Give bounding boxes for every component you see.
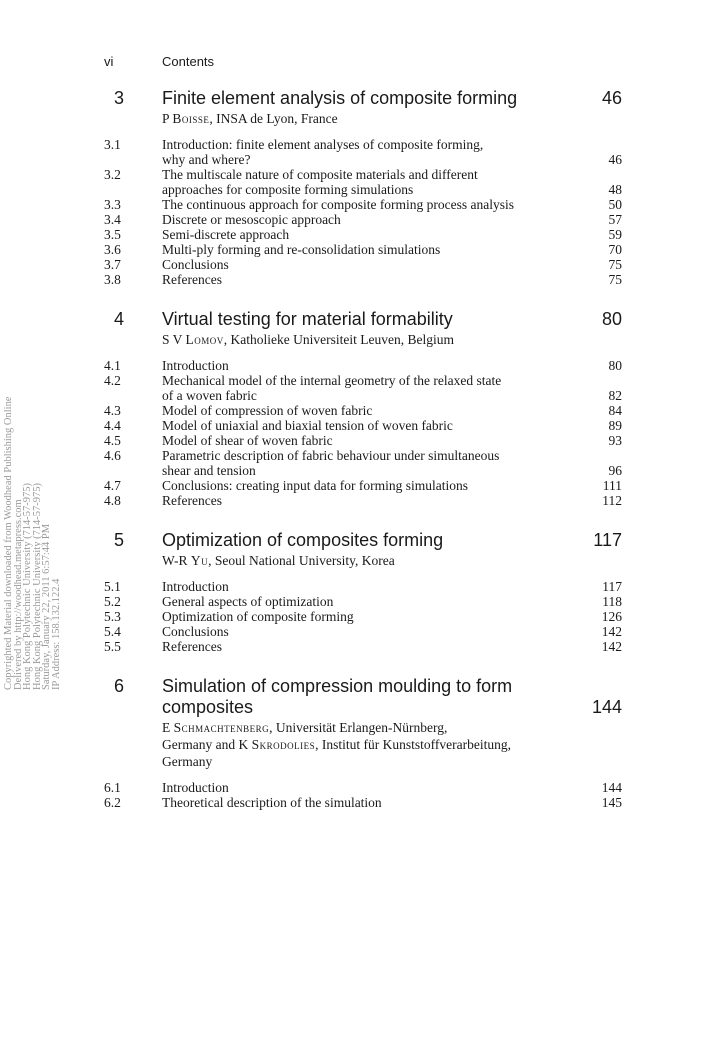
section-title-line: Discrete or mesoscopic approach — [162, 212, 341, 227]
chapter-authors — [162, 552, 622, 569]
author-text: , Seoul National University, Korea — [208, 553, 395, 568]
section-title-line: approaches for composite forming simulations — [162, 182, 414, 197]
toc-entry — [104, 197, 622, 212]
chapter-page-number: 46 — [601, 88, 622, 108]
toc-entry — [104, 609, 622, 624]
chapter-heading — [104, 309, 622, 330]
author-text: E — [162, 720, 174, 735]
section-number: 4.2 — [104, 373, 121, 388]
watermark-line: Copyrighted Material downloaded from Woodhead Publishing Online — [3, 396, 14, 690]
section-title-line: Conclusions — [162, 624, 229, 639]
page-number: vi — [104, 54, 114, 69]
section-number: 3.6 — [104, 242, 121, 257]
chapter-title-line: composites — [162, 697, 254, 717]
author-text: , INSA de Lyon, France — [209, 111, 338, 126]
section-page-number: 59 — [608, 227, 622, 242]
section-number: 6.2 — [104, 795, 121, 810]
section-title — [162, 579, 582, 594]
section-title-line: The multiscale nature of composite materials and different — [162, 167, 478, 182]
section-number: 4.1 — [104, 358, 121, 373]
chapter-page-number: 117 — [593, 530, 622, 550]
author-line — [162, 753, 622, 770]
section-title — [162, 594, 582, 609]
section-page-number: 126 — [601, 609, 622, 624]
section-title — [162, 242, 582, 257]
section-title — [162, 197, 582, 212]
chapter-title — [162, 88, 582, 109]
chapter-title — [162, 530, 582, 551]
section-title-line: Introduction: finite element analyses of composite forming, — [162, 137, 484, 152]
section-title — [162, 403, 582, 418]
toc-entry — [104, 448, 622, 478]
chapter-heading — [104, 530, 622, 551]
section-title — [162, 795, 582, 810]
section-title — [162, 624, 582, 639]
copyright-watermark — [4, 330, 114, 690]
chapter-number: 4 — [114, 309, 125, 329]
chapter-heading — [104, 88, 622, 109]
section-page-number: 142 — [601, 639, 622, 654]
section-page-number: 48 — [608, 182, 622, 197]
chapter-page-number: 144 — [591, 697, 622, 717]
section-number: 5.2 — [104, 594, 121, 609]
toc-entry — [104, 624, 622, 639]
section-title — [162, 780, 582, 795]
chapter-title — [162, 676, 582, 718]
section-list — [104, 137, 622, 287]
chapter-title — [162, 309, 582, 330]
section-number: 3.5 — [104, 227, 121, 242]
author-text: , Universität Erlangen-Nürnberg, — [269, 720, 448, 735]
section-title — [162, 358, 582, 373]
toc-entry — [104, 167, 622, 197]
section-title — [162, 257, 582, 272]
author-surname: Yu — [190, 553, 209, 568]
section-page-number: 145 — [601, 795, 622, 810]
section-page-number: 111 — [602, 478, 622, 493]
section-title — [162, 137, 582, 167]
section-page-number: 96 — [608, 463, 622, 478]
chapter-authors — [162, 331, 622, 348]
author-text: Germany and K — [162, 737, 252, 752]
section-number: 5.4 — [104, 624, 121, 639]
author-text: , Katholieke Universiteit Leuven, Belgium — [223, 332, 454, 347]
author-surname: Lomov — [185, 332, 224, 347]
toc-chapter — [104, 88, 622, 287]
chapter-number: 5 — [114, 530, 125, 550]
toc-entry — [104, 212, 622, 227]
chapter-title-line: Finite element analysis of composite forming — [162, 88, 518, 108]
toc-entry — [104, 227, 622, 242]
toc-chapter — [104, 676, 622, 810]
author-text: S V — [162, 332, 186, 347]
section-page-number: 144 — [601, 780, 622, 795]
section-number: 4.7 — [104, 478, 121, 493]
section-list — [104, 579, 622, 654]
section-title — [162, 639, 582, 654]
toc-entry — [104, 418, 622, 433]
toc-entry — [104, 358, 622, 373]
section-number: 4.4 — [104, 418, 121, 433]
section-title-line: Introduction — [162, 579, 229, 594]
section-page-number: 46 — [608, 152, 622, 167]
section-title-line: Model of compression of woven fabric — [162, 403, 373, 418]
section-page-number: 75 — [608, 272, 622, 287]
author-line — [162, 331, 622, 348]
author-line — [162, 719, 622, 736]
section-page-number: 142 — [601, 624, 622, 639]
section-number: 4.5 — [104, 433, 121, 448]
author-line — [162, 110, 622, 127]
section-list — [104, 780, 622, 810]
section-title — [162, 167, 582, 197]
section-title-line: Introduction — [162, 358, 229, 373]
section-title-line: of a woven fabric — [162, 388, 257, 403]
toc-entry — [104, 478, 622, 493]
section-number: 5.3 — [104, 609, 121, 624]
section-title-line: Model of uniaxial and biaxial tension of woven fabric — [162, 418, 453, 433]
section-number: 3.7 — [104, 257, 121, 272]
toc-entry — [104, 403, 622, 418]
section-title-line: Optimization of composite forming — [162, 609, 354, 624]
watermark-line: Saturday, January 22, 2011 6:57:44 PM — [41, 523, 53, 690]
author-surname: Skrodolies — [251, 737, 316, 752]
section-title — [162, 373, 582, 403]
toc-entry — [104, 639, 622, 654]
section-page-number: 117 — [602, 579, 622, 594]
running-head-title: Contents — [162, 54, 215, 69]
section-page-number: 89 — [608, 418, 622, 433]
section-title-line: The continuous approach for composite forming process analysis — [162, 197, 515, 212]
section-title — [162, 272, 582, 287]
toc-entry — [104, 272, 622, 287]
section-page-number: 50 — [608, 197, 622, 212]
toc-entry — [104, 493, 622, 508]
toc-entry — [104, 594, 622, 609]
section-page-number: 70 — [608, 242, 622, 257]
section-number: 5.1 — [104, 579, 121, 594]
section-title-line: Introduction — [162, 780, 229, 795]
section-title-line: Model of shear of woven fabric — [162, 433, 333, 448]
section-page-number: 82 — [608, 388, 622, 403]
section-page-number: 75 — [608, 257, 622, 272]
chapter-title-line: Virtual testing for material formability — [162, 309, 453, 329]
section-page-number: 57 — [608, 212, 622, 227]
section-title-line: Theoretical description of the simulation — [162, 795, 382, 810]
author-text: P — [162, 111, 173, 126]
section-number: 4.8 — [104, 493, 121, 508]
author-text: Germany — [162, 754, 213, 769]
toc-entry — [104, 257, 622, 272]
toc-entry — [104, 373, 622, 403]
section-title-line: References — [162, 639, 222, 654]
author-line — [162, 552, 622, 569]
section-title — [162, 227, 582, 242]
section-title-line: Conclusions: creating input data for forming simulations — [162, 478, 468, 493]
section-title — [162, 433, 582, 448]
section-page-number: 93 — [608, 433, 622, 448]
section-title-line: why and where? — [162, 152, 251, 167]
section-page-number: 112 — [602, 493, 622, 508]
section-title-line: Conclusions — [162, 257, 229, 272]
section-page-number: 84 — [608, 403, 622, 418]
section-title-line: Mechanical model of the internal geometry of the relaxed state — [162, 373, 502, 388]
author-text: , Institut für Kunststoffverarbeitung, — [315, 737, 511, 752]
section-number: 3.4 — [104, 212, 121, 227]
section-number: 5.5 — [104, 639, 121, 654]
section-title-line: Multi-ply forming and re-consolidation simulations — [162, 242, 441, 257]
section-number: 6.1 — [104, 780, 121, 795]
section-title — [162, 609, 582, 624]
section-title-line: Parametric description of fabric behaviour under simultaneous — [162, 448, 500, 463]
section-page-number: 118 — [602, 594, 622, 609]
section-number: 3.1 — [104, 137, 121, 152]
chapter-number: 6 — [114, 676, 125, 696]
table-of-contents — [104, 88, 622, 810]
chapter-title-line: Simulation of compression moulding to form — [162, 676, 513, 696]
toc-chapter — [104, 530, 622, 654]
author-line — [162, 736, 622, 753]
watermark-line: IP Address: 158.132.122.4 — [50, 578, 62, 690]
section-number: 4.3 — [104, 403, 121, 418]
author-text: W-R — [162, 553, 191, 568]
section-page-number: 80 — [608, 358, 622, 373]
section-title — [162, 478, 582, 493]
chapter-heading — [104, 676, 622, 718]
section-title — [162, 212, 582, 227]
toc-entry — [104, 780, 622, 795]
toc-chapter — [104, 309, 622, 508]
chapter-authors — [162, 719, 622, 770]
author-surname: Boisse — [172, 111, 210, 126]
chapter-page-number: 80 — [601, 309, 622, 329]
section-number: 3.8 — [104, 272, 121, 287]
section-title-line: References — [162, 272, 222, 287]
section-title — [162, 448, 582, 478]
watermark-line: Hong Kong Polytechnic University (714-57-975) — [31, 482, 43, 690]
toc-entry — [104, 433, 622, 448]
section-title-line: References — [162, 493, 222, 508]
section-title — [162, 493, 582, 508]
watermark-line: Delivered by http://woodhead.metapress.com — [12, 499, 24, 690]
chapter-title-line: Optimization of composites forming — [162, 530, 444, 550]
toc-entry — [104, 242, 622, 257]
section-title-line: General aspects of optimization — [162, 594, 334, 609]
chapter-number: 3 — [114, 88, 125, 108]
section-list — [104, 358, 622, 508]
section-number: 4.6 — [104, 448, 121, 463]
chapter-authors — [162, 110, 622, 127]
toc-entry — [104, 795, 622, 810]
section-number: 3.3 — [104, 197, 121, 212]
section-title-line: Semi-discrete approach — [162, 227, 290, 242]
toc-entry — [104, 137, 622, 167]
section-title-line: shear and tension — [162, 463, 256, 478]
section-title — [162, 418, 582, 433]
toc-entry — [104, 579, 622, 594]
author-surname: Schmachtenberg — [173, 720, 270, 735]
section-number: 3.2 — [104, 167, 121, 182]
watermark-text — [4, 397, 62, 691]
watermark-line: Hong Kong Polytechnic University (714-57-975) — [22, 482, 34, 690]
